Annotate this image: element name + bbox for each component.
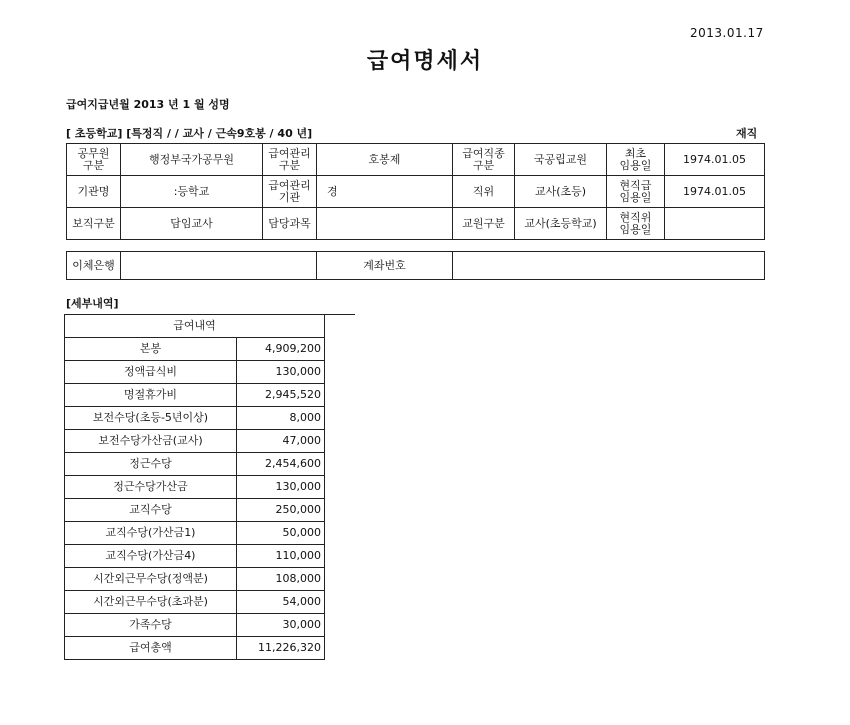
detail-item-amount: 30,000 [237,614,325,637]
detail-item-name: 교직수당(가산금4) [65,545,237,568]
employee-group-line: [ 초등학교] [특정직 / / 교사 / 근속9호봉 / 40 년] [66,127,313,140]
detail-gap-cell [325,637,355,660]
detail-gap-cell [325,338,355,361]
detail-item-amount: 54,000 [237,591,325,614]
detail-item-name: 급여총액 [65,637,237,660]
detail-item-amount: 47,000 [237,430,325,453]
detail-item-name: 보전수당가산금(교사) [65,430,237,453]
info-label: 급여직종 구분 [453,144,515,176]
info-label: 직위 [453,176,515,208]
detail-item-name: 보전수당(초등-5년이상) [65,407,237,430]
info-label: 교원구분 [453,208,515,240]
info-label: 최초 임용일 [607,144,665,176]
issue-date: 2013.01.17 [690,26,764,40]
bank-value [121,252,317,280]
info-value [317,208,453,240]
detail-item-name: 정근수당 [65,453,237,476]
detail-item-amount: 2,945,520 [237,384,325,407]
info-value: 교사(초등학교) [515,208,607,240]
detail-row [65,476,355,499]
detail-header-gap [325,315,355,338]
detail-item-amount: 11,226,320 [237,637,325,660]
detail-item-amount: 8,000 [237,407,325,430]
employee-info-table [66,143,765,240]
info-label: 급여관리 구분 [263,144,317,176]
detail-row [65,407,355,430]
account-value [453,252,765,280]
detail-item-amount: 50,000 [237,522,325,545]
detail-row [65,338,355,361]
detail-gap-cell [325,430,355,453]
detail-item-name: 정근수당가산금 [65,476,237,499]
detail-item-name: 시간외근무수당(정액분) [65,568,237,591]
info-label: 급여관리 기관 [263,176,317,208]
info-label: 공무원 구분 [67,144,121,176]
detail-gap-cell [325,384,355,407]
info-label: 담당과목 [263,208,317,240]
info-value: 교사(초등) [515,176,607,208]
pay-period-info: 급여지급년월 2013 년 1 월 성명 [66,98,230,111]
detail-item-amount: 130,000 [237,361,325,384]
account-label: 계좌번호 [317,252,453,280]
detail-row [65,545,355,568]
detail-gap-cell [325,591,355,614]
detail-row [65,614,355,637]
detail-item-name: 시간외근무수당(초과분) [65,591,237,614]
info-value: 경 [317,176,453,208]
detail-item-amount: 4,909,200 [237,338,325,361]
detail-row [65,430,355,453]
detail-gap-cell [325,453,355,476]
detail-item-amount: 130,000 [237,476,325,499]
detail-gap-cell [325,545,355,568]
info-label: 기관명 [67,176,121,208]
detail-item-name: 가족수당 [65,614,237,637]
bank-info-table [66,251,765,280]
detail-item-name: 교직수당(가산금1) [65,522,237,545]
detail-row [65,361,355,384]
info-row [67,208,765,240]
detail-item-amount: 108,000 [237,568,325,591]
detail-row [65,453,355,476]
detail-row [65,591,355,614]
info-value: 행정부국가공무원 [121,144,263,176]
detail-item-name: 교직수당 [65,499,237,522]
detail-item-name: 본봉 [65,338,237,361]
info-value: 1974.01.05 [665,144,765,176]
info-row [67,176,765,208]
pay-detail-table [64,314,355,660]
bank-label: 이체은행 [67,252,121,280]
detail-item-name: 정액급식비 [65,361,237,384]
detail-gap-cell [325,407,355,430]
bank-row [67,252,765,280]
detail-gap-cell [325,361,355,384]
detail-item-amount: 250,000 [237,499,325,522]
info-label: 보직구분 [67,208,121,240]
info-value: 담임교사 [121,208,263,240]
detail-header-row [65,315,355,338]
detail-gap-cell [325,522,355,545]
detail-row [65,568,355,591]
info-value: 1974.01.05 [665,176,765,208]
info-value: 국공립교원 [515,144,607,176]
info-label: 현직위 임용일 [607,208,665,240]
detail-item-name: 명절휴가비 [65,384,237,407]
info-value: :등학교 [121,176,263,208]
detail-item-amount: 110,000 [237,545,325,568]
detail-row [65,499,355,522]
employment-status: 재직 [736,127,758,140]
info-row [67,144,765,176]
detail-row [65,384,355,407]
detail-row [65,522,355,545]
detail-header: 급여내역 [65,315,325,338]
detail-row [65,637,355,660]
info-value: 호봉제 [317,144,453,176]
detail-item-amount: 2,454,600 [237,453,325,476]
detail-gap-cell [325,499,355,522]
page-title: 급여명세서 [366,49,484,74]
info-label: 현직급 임용일 [607,176,665,208]
detail-gap-cell [325,614,355,637]
detail-gap-cell [325,568,355,591]
info-value [665,208,765,240]
detail-section-title: [세부내역] [66,297,119,310]
detail-gap-cell [325,476,355,499]
